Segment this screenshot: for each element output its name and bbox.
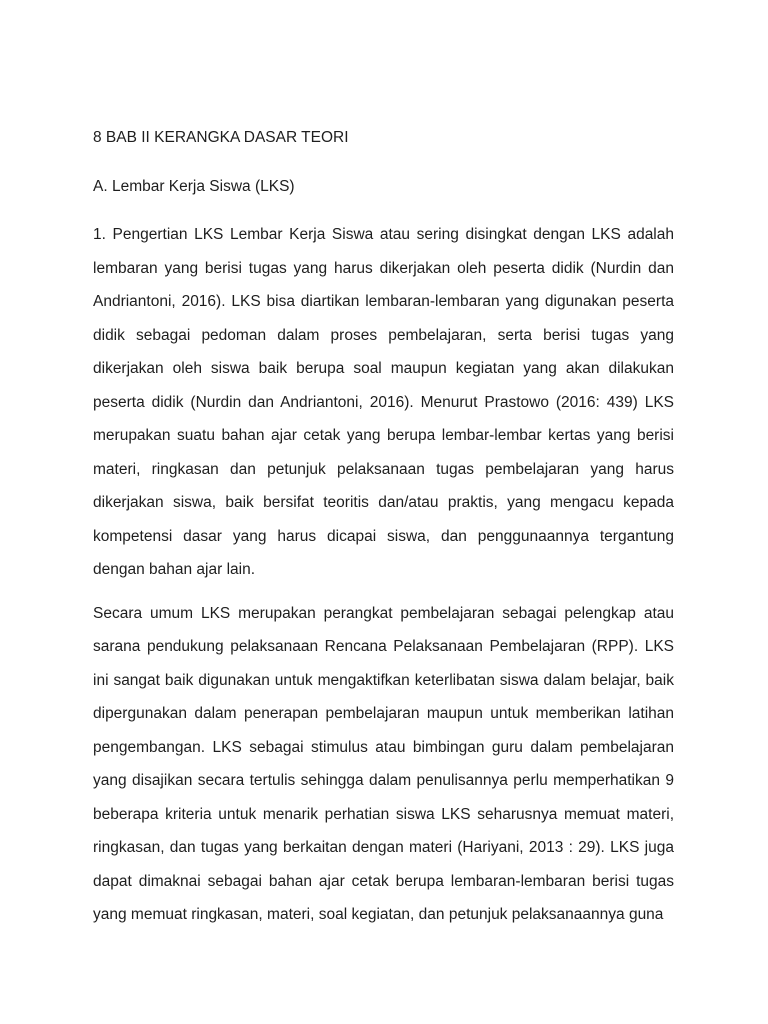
paragraph-lks-definition: 1. Pengertian LKS Lembar Kerja Siswa atau sering disingkat dengan LKS adalah lembaran yang berisi tugas yang harus dikerjakan oleh peserta didik (Nurdin dan Andriantoni, 2016). LKS bisa diartikan lembaran-lembaran yang digunakan peserta didik sebagai pedoman dalam proses pembelajaran, serta berisi tugas yang dikerjakan oleh siswa baik berupa soal maupun kegiatan yang akan dilakukan peserta didik (Nurdin dan Andriantoni, 2016). Menurut Prastowo (2016: 439) LKS merupakan suatu bahan ajar cetak yang berupa lembar-lembar kertas yang berisi materi, ringkasan dan petunjuk pelaksanaan tugas pembelajaran yang harus dikerjakan siswa, baik bersifat teoritis dan/atau praktis, yang mengacu kepada kompetensi dasar yang harus dicapai siswa, dan penggunaannya tergantung dengan bahan ajar lain. [93, 226, 674, 578]
document-body [93, 127, 674, 932]
section-heading: A. Lembar Kerja Siswa (LKS) [93, 178, 295, 195]
chapter-title: 8 BAB II KERANGKA DASAR TEORI [93, 129, 349, 146]
paragraph-lks-general: Secara umum LKS merupakan perangkat pembelajaran sebagai pelengkap atau sarana pendukung pelaksanaan Rencana Pelaksanaan Pembelajaran (RPP). LKS ini sangat baik digunakan untuk mengaktifkan keterlibatan siswa dalam belajar, baik dipergunakan dalam penerapan pembelajaran maupun untuk memberikan latihan pengembangan. LKS sebagai stimulus atau bimbingan guru dalam pembelajaran yang disajikan secara tertulis sehingga dalam penulisannya perlu memperhatikan 9 beberapa kriteria untuk menarik perhatian siswa LKS seharusnya memuat materi, ringkasan, dan tugas yang berkaitan dengan materi (Hariyani, 2013 : 29). LKS juga dapat dimaknai sebagai bahan ajar cetak berupa lembaran-lembaran berisi tugas yang memuat ringkasan, materi, soal kegiatan, dan petunjuk pelaksanaannya guna [93, 604, 674, 923]
